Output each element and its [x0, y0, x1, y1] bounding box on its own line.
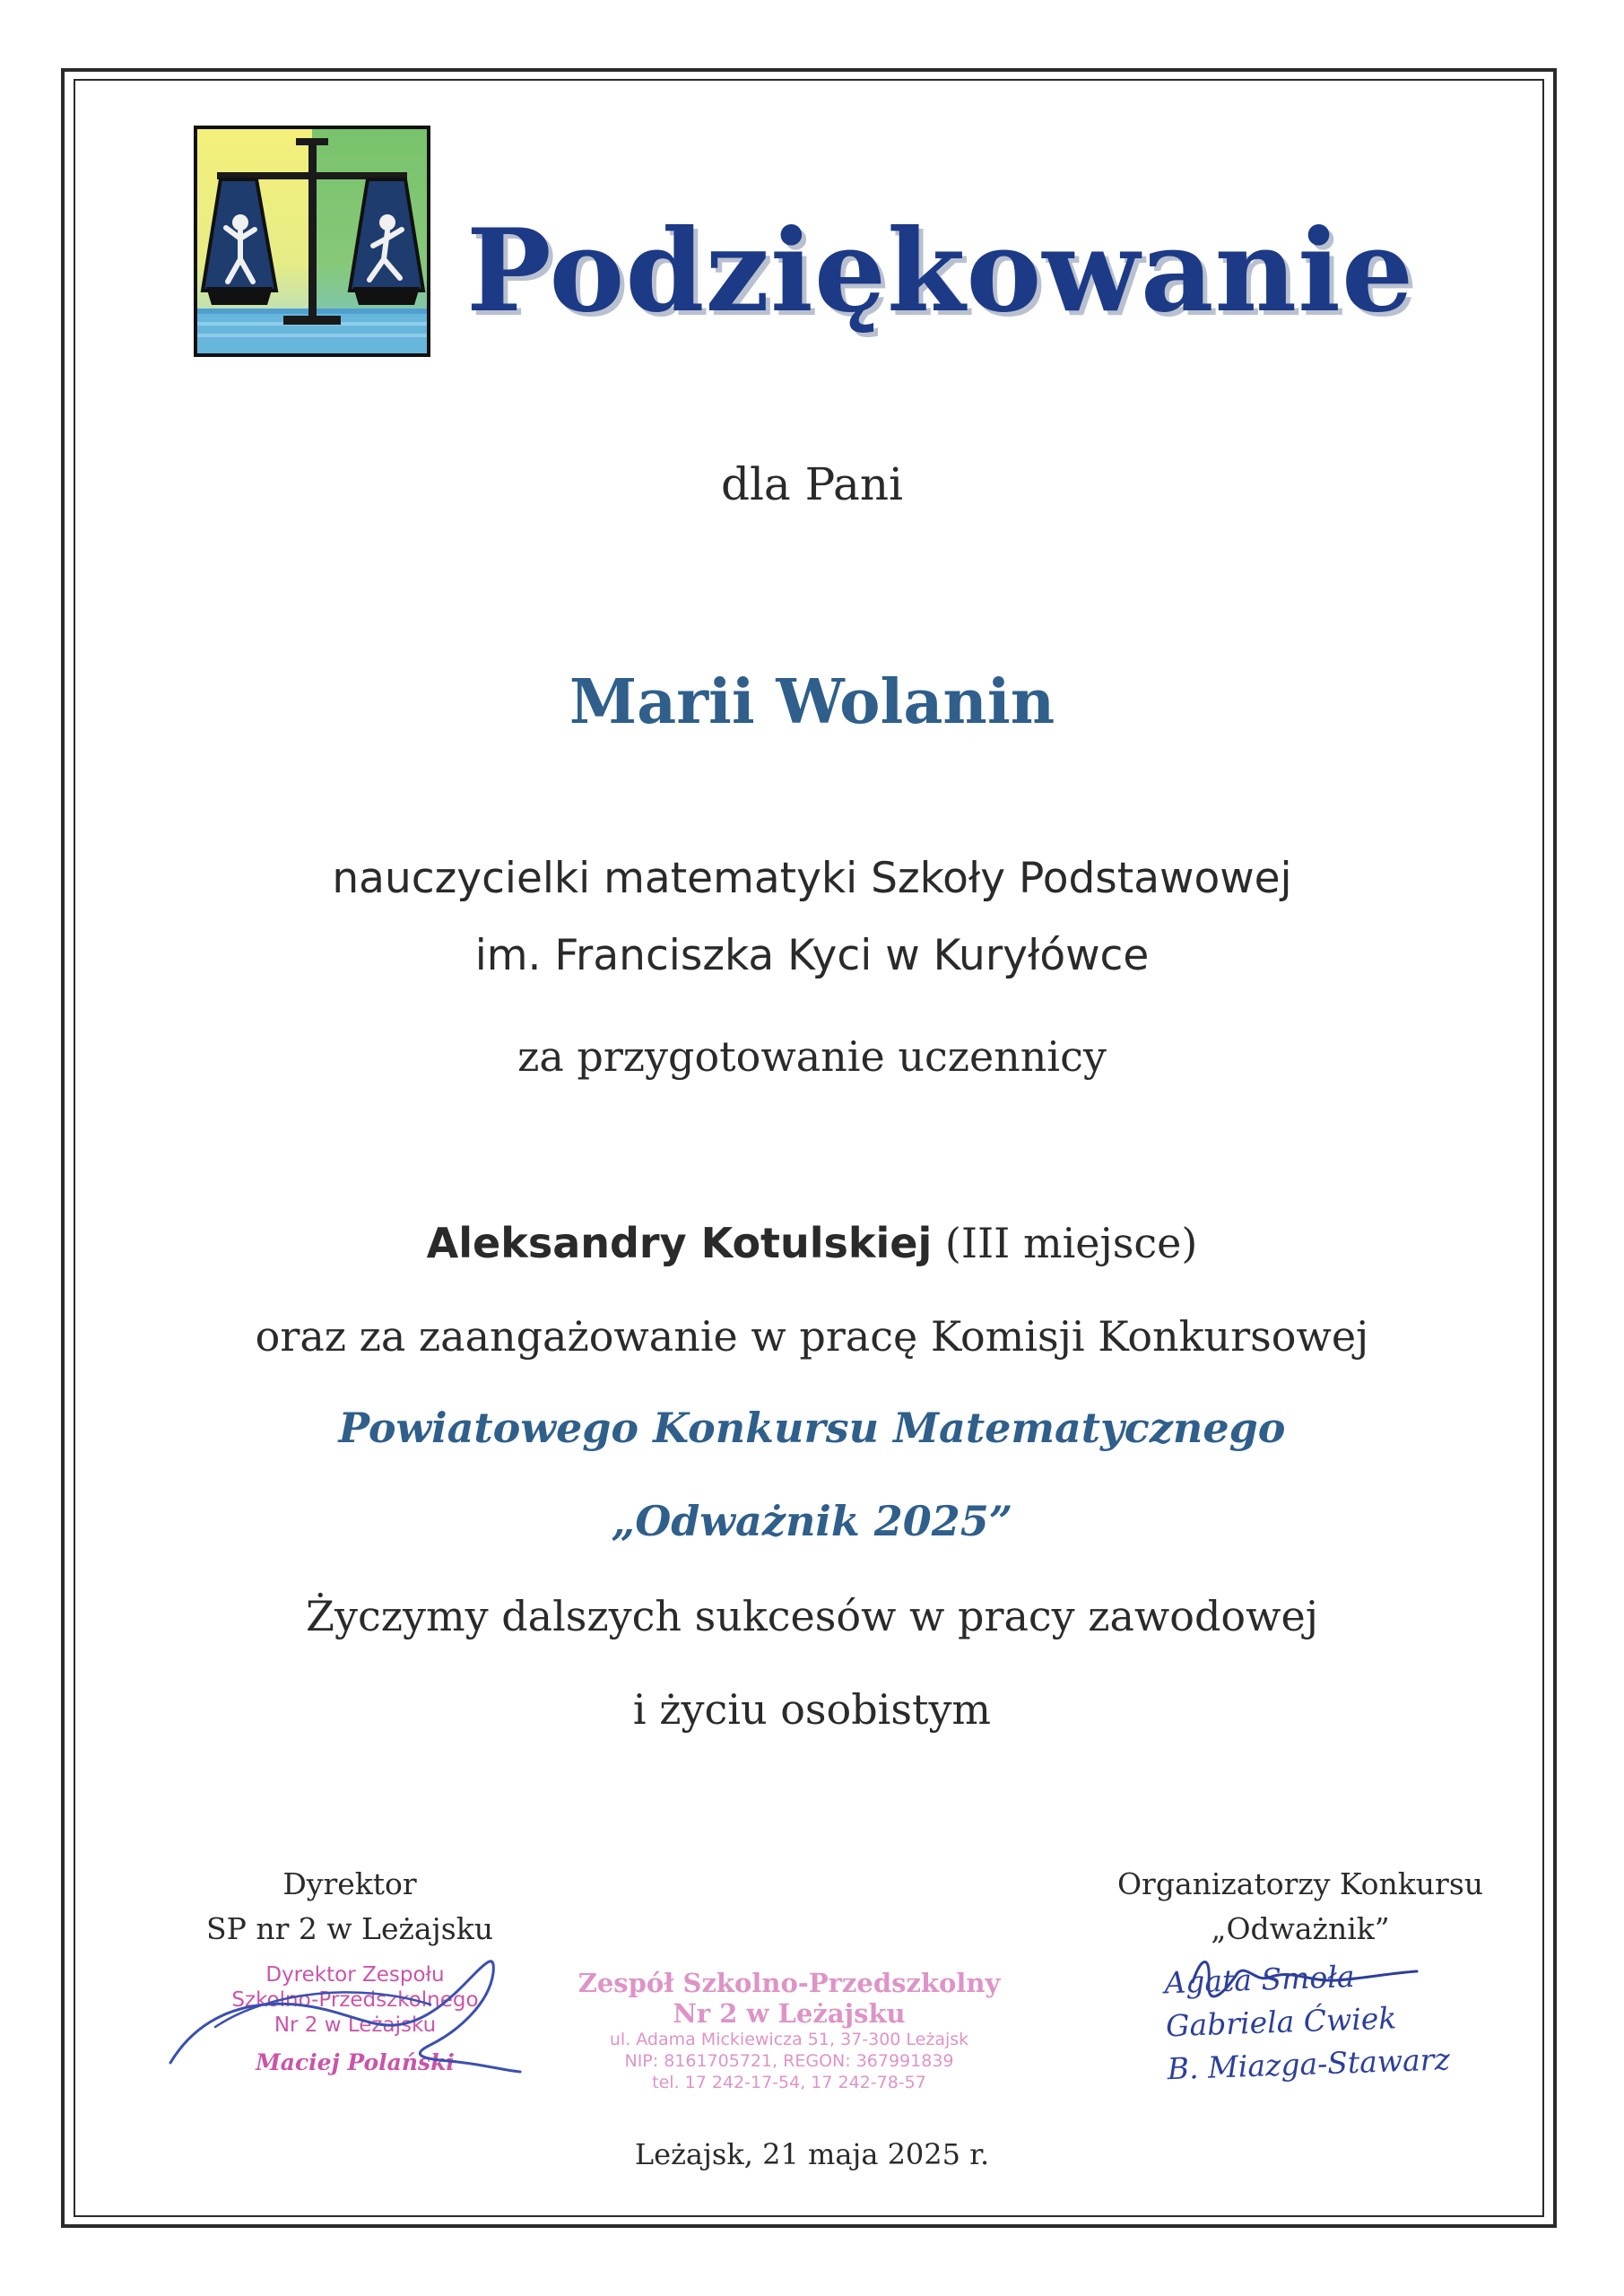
issue-date: Leżajsk, 21 maja 2025 r. [634, 2137, 990, 2171]
body-line-student [0, 1214, 1624, 1272]
wishes-line-1: Życzymy dalszych sukcesów w pracy zawodowej [306, 1592, 1318, 1640]
certificate-title: Podziękowanie [466, 204, 1415, 337]
director-stamp-line-1: Dyrektor Zespołu [265, 1963, 445, 1987]
student-name: Aleksandry Kotulskiej [426, 1219, 933, 1267]
school-stamp-nip: NIP: 8161705721, REGON: 367991839 [624, 2051, 954, 2071]
body-line-preparation: za przygotowanie uczennicy [517, 1032, 1107, 1081]
body-line-school: im. Franciszka Kyci w Kuryłówce [474, 931, 1150, 980]
contest-title: „Odważnik 2025” [611, 1497, 1013, 1545]
recipient-name: Marii Wolanin [569, 666, 1055, 738]
school-stamp-line-1: Zespół Szkolno-Przedszkolny [578, 1968, 1001, 1998]
wishes-line-2: i życiu osobistym [632, 1685, 992, 1734]
school-stamp [556, 1968, 1022, 2093]
director-stamp-line-2: Szkolno-Przedszkolnego [231, 1988, 479, 2012]
school-stamp-phone: tel. 17 242-17-54, 17 242-78-57 [652, 2073, 926, 2092]
salutation: dla Pani [720, 458, 904, 510]
organizer-signature-2: Gabriela Ćwiek [1165, 2000, 1397, 2044]
director-title-line-2: SP nr 2 w Leżajsku [206, 1911, 493, 1946]
school-stamp-line-2: Nr 2 w Leżajsku [673, 1998, 906, 2029]
director-stamp-line-3: Nr 2 w Leżajsku [274, 2013, 437, 2037]
contest-name: Powiatowego Konkursu Matematycznego [338, 1404, 1286, 1452]
student-place: (III miejsce) [944, 1219, 1198, 1267]
organizers-title [1058, 1862, 1542, 1952]
organizers-title-line-2: „Odważnik” [1211, 1911, 1390, 1946]
director-title-line-1: Dyrektor [282, 1866, 417, 1901]
director-signature [161, 1919, 556, 2099]
scales-of-justice-icon [194, 126, 430, 357]
organizer-signatures [1164, 1949, 1545, 2092]
director-stamp-name: Maciej Polański [256, 2049, 455, 2075]
organizer-signature-3: B. Miazga-Stawarz [1167, 2041, 1451, 2087]
organizers-title-line-1: Organizatorzy Konkursu [1116, 1866, 1484, 1901]
school-stamp-address: ul. Adama Mickiewicza 51, 37-300 Leżajsk [609, 2030, 969, 2049]
organizer-signature-1: Agata Smoła [1163, 1958, 1356, 2001]
body-line-commission: oraz za zaangażowanie w pracę Komisji Konkursowej [255, 1312, 1369, 1361]
body-line-teacher: nauczycielki matematyki Szkoły Podstawowej [332, 854, 1292, 903]
